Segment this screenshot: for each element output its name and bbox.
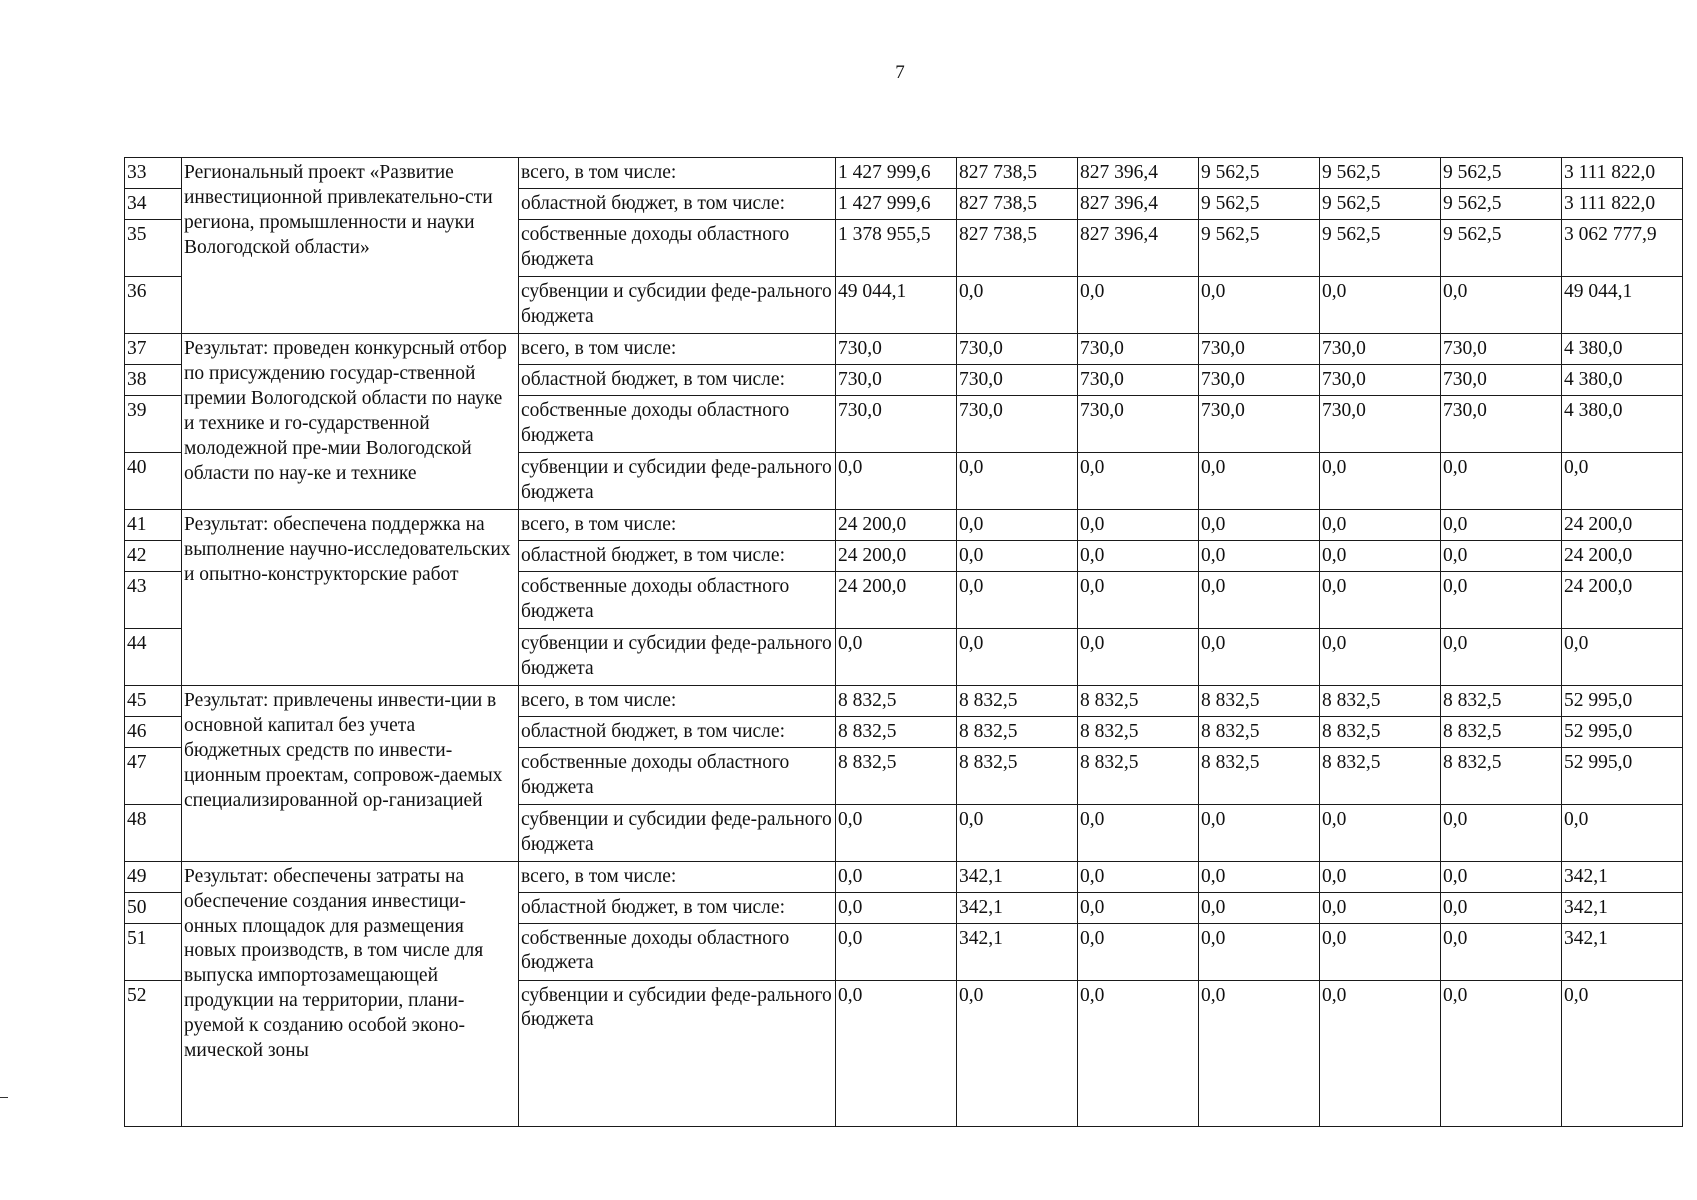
total-value: 52 995,0 xyxy=(1562,747,1683,804)
row-number: 33 xyxy=(125,158,182,189)
year-value: 0,0 xyxy=(1320,540,1441,571)
row-number: 50 xyxy=(125,892,182,923)
year-value: 24 200,0 xyxy=(836,540,957,571)
year-value: 0,0 xyxy=(957,509,1078,540)
total-value: 0,0 xyxy=(1562,452,1683,509)
year-value: 0,0 xyxy=(1078,276,1199,333)
row-number: 37 xyxy=(125,333,182,364)
year-value: 8 832,5 xyxy=(1441,716,1562,747)
budget-table-body xyxy=(125,158,1683,1127)
year-value: 730,0 xyxy=(957,395,1078,452)
year-value: 0,0 xyxy=(1078,980,1199,1126)
year-value: 8 832,5 xyxy=(836,685,957,716)
funding-source: всего, в том числе: xyxy=(519,509,836,540)
year-value: 0,0 xyxy=(1441,452,1562,509)
year-value: 0,0 xyxy=(1199,923,1320,980)
funding-source: областной бюджет, в том числе: xyxy=(519,364,836,395)
year-value: 342,1 xyxy=(957,923,1078,980)
budget-table xyxy=(124,157,1683,1127)
year-value: 0,0 xyxy=(957,571,1078,628)
year-value: 0,0 xyxy=(1441,571,1562,628)
project-description: Результат: привлечены инвести-ции в основной капитал без учета бюджетных средств по инвести-ционным проектам, сопровож-даемых специализированной ор-ганизацией xyxy=(182,685,519,861)
row-number: 36 xyxy=(125,276,182,333)
total-value: 24 200,0 xyxy=(1562,540,1683,571)
year-value: 0,0 xyxy=(1199,804,1320,861)
project-description: Результат: обеспечены затраты на обеспечение создания инвестици-онных площадок для размещения новых производств, в том числе для выпуска импортозамещающей продукции на территории, плани-руемой к созданию особой эконо-мической зоны xyxy=(182,861,519,1126)
year-value: 0,0 xyxy=(1078,509,1199,540)
funding-source: собственные доходы областного бюджета xyxy=(519,571,836,628)
table-row xyxy=(125,685,1683,716)
year-value: 0,0 xyxy=(1441,628,1562,685)
year-value: 8 832,5 xyxy=(1078,685,1199,716)
row-number: 51 xyxy=(125,923,182,980)
year-value: 827 738,5 xyxy=(957,188,1078,219)
year-value: 0,0 xyxy=(1441,540,1562,571)
year-value: 730,0 xyxy=(1078,395,1199,452)
total-value: 0,0 xyxy=(1562,804,1683,861)
year-value: 730,0 xyxy=(1441,395,1562,452)
year-value: 0,0 xyxy=(1320,276,1441,333)
year-value: 0,0 xyxy=(1320,804,1441,861)
year-value: 8 832,5 xyxy=(1078,716,1199,747)
year-value: 0,0 xyxy=(1441,923,1562,980)
row-number: 38 xyxy=(125,364,182,395)
year-value: 24 200,0 xyxy=(836,571,957,628)
funding-source: собственные доходы областного бюджета xyxy=(519,747,836,804)
year-value: 827 396,4 xyxy=(1078,158,1199,189)
year-value: 9 562,5 xyxy=(1441,158,1562,189)
total-value: 24 200,0 xyxy=(1562,509,1683,540)
year-value: 730,0 xyxy=(1199,364,1320,395)
year-value: 9 562,5 xyxy=(1199,219,1320,276)
project-description: Региональный проект «Развитие инвестиционной привлекательно-сти региона, промышленности и науки Вологодской области» xyxy=(182,158,519,334)
year-value: 730,0 xyxy=(1320,333,1441,364)
year-value: 0,0 xyxy=(1199,628,1320,685)
year-value: 0,0 xyxy=(836,923,957,980)
table-row xyxy=(125,509,1683,540)
year-value: 9 562,5 xyxy=(1320,158,1441,189)
funding-source: областной бюджет, в том числе: xyxy=(519,188,836,219)
project-description: Результат: обеспечена поддержка на выполнение научно-исследовательских и опытно-конструкторские работ xyxy=(182,509,519,685)
funding-source: всего, в том числе: xyxy=(519,333,836,364)
year-value: 342,1 xyxy=(957,892,1078,923)
funding-source: областной бюджет, в том числе: xyxy=(519,892,836,923)
year-value: 8 832,5 xyxy=(1320,716,1441,747)
year-value: 0,0 xyxy=(1078,923,1199,980)
year-value: 0,0 xyxy=(1320,571,1441,628)
year-value: 0,0 xyxy=(1078,540,1199,571)
row-number: 35 xyxy=(125,219,182,276)
year-value: 0,0 xyxy=(1078,628,1199,685)
year-value: 8 832,5 xyxy=(836,716,957,747)
year-value: 827 396,4 xyxy=(1078,219,1199,276)
year-value: 0,0 xyxy=(1441,509,1562,540)
year-value: 827 738,5 xyxy=(957,158,1078,189)
table-row xyxy=(125,861,1683,892)
year-value: 730,0 xyxy=(957,364,1078,395)
total-value: 3 062 777,9 xyxy=(1562,219,1683,276)
year-value: 8 832,5 xyxy=(836,747,957,804)
year-value: 0,0 xyxy=(836,628,957,685)
year-value: 0,0 xyxy=(836,861,957,892)
row-number: 44 xyxy=(125,628,182,685)
year-value: 0,0 xyxy=(1078,452,1199,509)
year-value: 0,0 xyxy=(1320,861,1441,892)
year-value: 1 427 999,6 xyxy=(836,188,957,219)
total-value: 0,0 xyxy=(1562,628,1683,685)
margin-mark xyxy=(0,1097,8,1098)
year-value: 1 427 999,6 xyxy=(836,158,957,189)
page-number: 7 xyxy=(895,62,905,83)
year-value: 730,0 xyxy=(1199,395,1320,452)
row-number: 49 xyxy=(125,861,182,892)
total-value: 342,1 xyxy=(1562,923,1683,980)
year-value: 342,1 xyxy=(957,861,1078,892)
year-value: 730,0 xyxy=(836,364,957,395)
table-row xyxy=(125,333,1683,364)
year-value: 0,0 xyxy=(1441,276,1562,333)
year-value: 0,0 xyxy=(1078,861,1199,892)
year-value: 0,0 xyxy=(1441,861,1562,892)
year-value: 9 562,5 xyxy=(1199,188,1320,219)
year-value: 0,0 xyxy=(836,980,957,1126)
year-value: 827 396,4 xyxy=(1078,188,1199,219)
year-value: 8 832,5 xyxy=(957,747,1078,804)
year-value: 730,0 xyxy=(1320,395,1441,452)
year-value: 8 832,5 xyxy=(957,685,1078,716)
funding-source: субвенции и субсидии феде-рального бюджета xyxy=(519,452,836,509)
year-value: 0,0 xyxy=(1199,276,1320,333)
total-value: 0,0 xyxy=(1562,980,1683,1126)
year-value: 0,0 xyxy=(957,980,1078,1126)
total-value: 4 380,0 xyxy=(1562,364,1683,395)
total-value: 342,1 xyxy=(1562,861,1683,892)
year-value: 0,0 xyxy=(1078,892,1199,923)
year-value: 0,0 xyxy=(1199,540,1320,571)
year-value: 0,0 xyxy=(1078,571,1199,628)
total-value: 52 995,0 xyxy=(1562,716,1683,747)
project-description: Результат: проведен конкурсный отбор по присуждению государ-ственной премии Вологодской области по науке и технике и го-сударственной молодежной пре-мии Вологодской области по нау-ке и технике xyxy=(182,333,519,509)
row-number: 39 xyxy=(125,395,182,452)
year-value: 0,0 xyxy=(1199,452,1320,509)
year-value: 8 832,5 xyxy=(1441,685,1562,716)
funding-source: областной бюджет, в том числе: xyxy=(519,540,836,571)
row-number: 34 xyxy=(125,188,182,219)
year-value: 730,0 xyxy=(1441,364,1562,395)
funding-source: всего, в том числе: xyxy=(519,861,836,892)
total-value: 49 044,1 xyxy=(1562,276,1683,333)
funding-source: всего, в том числе: xyxy=(519,685,836,716)
year-value: 0,0 xyxy=(1320,628,1441,685)
funding-source: собственные доходы областного бюджета xyxy=(519,395,836,452)
row-number: 48 xyxy=(125,804,182,861)
funding-source: субвенции и субсидии феде-рального бюджета xyxy=(519,628,836,685)
year-value: 730,0 xyxy=(1078,364,1199,395)
total-value: 24 200,0 xyxy=(1562,571,1683,628)
year-value: 0,0 xyxy=(836,804,957,861)
year-value: 9 562,5 xyxy=(1320,188,1441,219)
funding-source: субвенции и субсидии феде-рального бюджета xyxy=(519,804,836,861)
year-value: 9 562,5 xyxy=(1441,219,1562,276)
year-value: 0,0 xyxy=(1320,452,1441,509)
year-value: 9 562,5 xyxy=(1441,188,1562,219)
year-value: 0,0 xyxy=(1320,892,1441,923)
total-value: 4 380,0 xyxy=(1562,395,1683,452)
year-value: 0,0 xyxy=(957,540,1078,571)
year-value: 0,0 xyxy=(1320,509,1441,540)
year-value: 8 832,5 xyxy=(1199,716,1320,747)
year-value: 8 832,5 xyxy=(1199,685,1320,716)
total-value: 3 111 822,0 xyxy=(1562,158,1683,189)
year-value: 0,0 xyxy=(1199,861,1320,892)
year-value: 730,0 xyxy=(1078,333,1199,364)
year-value: 730,0 xyxy=(836,333,957,364)
year-value: 8 832,5 xyxy=(1320,685,1441,716)
year-value: 0,0 xyxy=(1441,804,1562,861)
row-number: 52 xyxy=(125,980,182,1126)
year-value: 8 832,5 xyxy=(1441,747,1562,804)
year-value: 827 738,5 xyxy=(957,219,1078,276)
year-value: 0,0 xyxy=(1441,980,1562,1126)
year-value: 8 832,5 xyxy=(1078,747,1199,804)
year-value: 730,0 xyxy=(836,395,957,452)
funding-source: субвенции и субсидии феде-рального бюджета xyxy=(519,276,836,333)
year-value: 0,0 xyxy=(1199,892,1320,923)
funding-source: собственные доходы областного бюджета xyxy=(519,219,836,276)
row-number: 42 xyxy=(125,540,182,571)
funding-source: субвенции и субсидии феде-рального бюджета xyxy=(519,980,836,1126)
year-value: 730,0 xyxy=(1441,333,1562,364)
year-value: 0,0 xyxy=(1199,980,1320,1126)
year-value: 730,0 xyxy=(1199,333,1320,364)
row-number: 41 xyxy=(125,509,182,540)
row-number: 46 xyxy=(125,716,182,747)
year-value: 0,0 xyxy=(1320,923,1441,980)
year-value: 8 832,5 xyxy=(957,716,1078,747)
row-number: 40 xyxy=(125,452,182,509)
total-value: 4 380,0 xyxy=(1562,333,1683,364)
total-value: 342,1 xyxy=(1562,892,1683,923)
year-value: 0,0 xyxy=(1199,509,1320,540)
row-number: 45 xyxy=(125,685,182,716)
total-value: 52 995,0 xyxy=(1562,685,1683,716)
year-value: 0,0 xyxy=(1199,571,1320,628)
year-value: 0,0 xyxy=(1320,980,1441,1126)
funding-source: всего, в том числе: xyxy=(519,158,836,189)
year-value: 0,0 xyxy=(957,276,1078,333)
table-row xyxy=(125,158,1683,189)
year-value: 0,0 xyxy=(957,804,1078,861)
year-value: 0,0 xyxy=(1441,892,1562,923)
year-value: 0,0 xyxy=(957,452,1078,509)
year-value: 9 562,5 xyxy=(1320,219,1441,276)
year-value: 9 562,5 xyxy=(1199,158,1320,189)
row-number: 43 xyxy=(125,571,182,628)
year-value: 8 832,5 xyxy=(1320,747,1441,804)
year-value: 49 044,1 xyxy=(836,276,957,333)
funding-source: собственные доходы областного бюджета xyxy=(519,923,836,980)
year-value: 0,0 xyxy=(1078,804,1199,861)
year-value: 0,0 xyxy=(836,892,957,923)
year-value: 730,0 xyxy=(957,333,1078,364)
funding-source: областной бюджет, в том числе: xyxy=(519,716,836,747)
total-value: 3 111 822,0 xyxy=(1562,188,1683,219)
year-value: 730,0 xyxy=(1320,364,1441,395)
year-value: 0,0 xyxy=(836,452,957,509)
year-value: 8 832,5 xyxy=(1199,747,1320,804)
year-value: 0,0 xyxy=(957,628,1078,685)
row-number: 47 xyxy=(125,747,182,804)
year-value: 1 378 955,5 xyxy=(836,219,957,276)
year-value: 24 200,0 xyxy=(836,509,957,540)
